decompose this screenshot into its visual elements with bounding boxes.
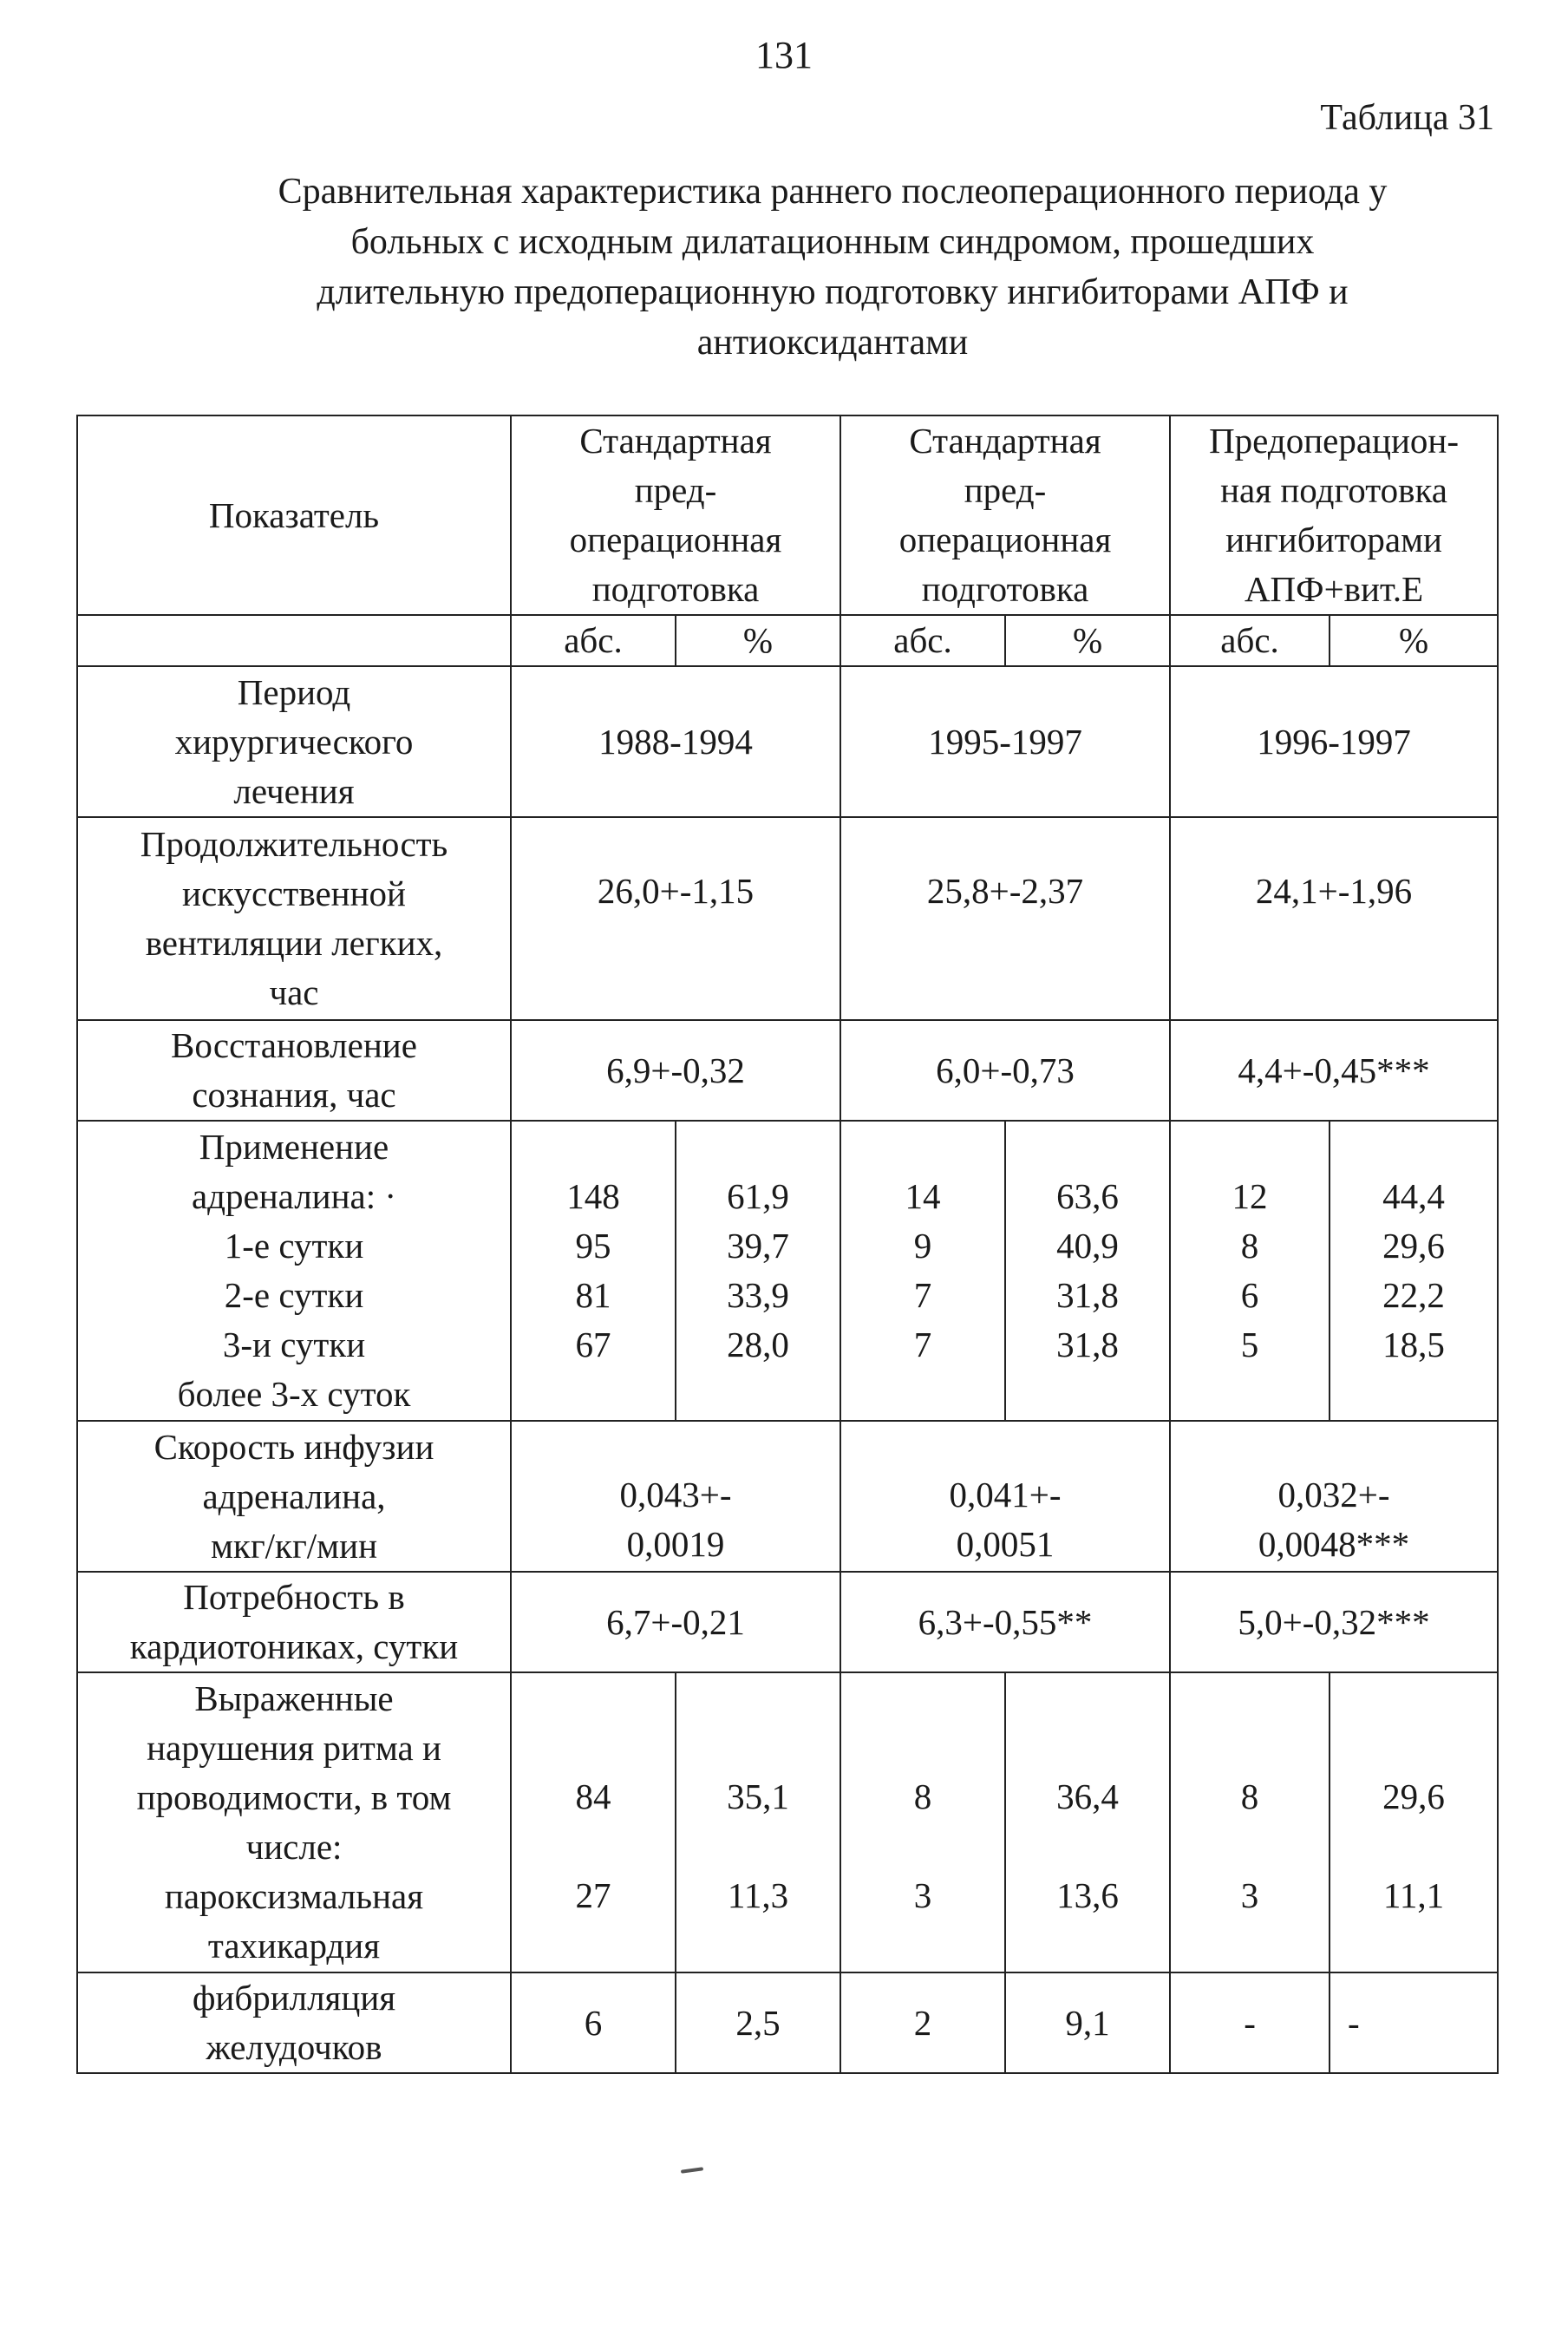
row-label: Продолжительность искусственной вентиляции легких, час	[77, 817, 511, 1020]
row-adrenaline	[77, 1121, 1498, 1421]
value-cell: 5,0+-0,32***	[1170, 1572, 1498, 1672]
pct-cell: 36,4 13,6	[1005, 1672, 1170, 1972]
subheader-blank	[77, 615, 511, 666]
pct-cell: 44,4 29,6 22,2 18,5	[1330, 1121, 1498, 1421]
pct-cell: 61,9 39,7 33,9 28,0	[676, 1121, 840, 1421]
row-label: Применение адреналина: · 1-е сутки 2-е сутки 3-и сутки более 3-х суток	[77, 1121, 511, 1421]
abs-cell: 84 27	[511, 1672, 676, 1972]
comparison-table	[76, 415, 1499, 2074]
subheader-row	[77, 615, 1498, 666]
value-cell: 6,7+-0,21	[511, 1572, 840, 1672]
value-cell: 4,4+-0,45***	[1170, 1020, 1498, 1121]
title-line: длительную предоперационную подготовку ингибиторами АПФ и	[317, 272, 1349, 312]
value-cell: 0,032+- 0,0048***	[1170, 1421, 1498, 1572]
group-header-ace-vite: Предоперацион- ная подготовка ингибиторами АПФ+вит.Е	[1170, 415, 1498, 615]
table-caption: Таблица 31	[1320, 98, 1494, 138]
row-consciousness	[77, 1020, 1498, 1121]
pct-cell: 35,1 11,3	[676, 1672, 840, 1972]
value-cell: 6,3+-0,55**	[840, 1572, 1170, 1672]
indicator-header: Показатель	[77, 415, 511, 615]
row-infusion	[77, 1421, 1498, 1572]
row-cardiotonics	[77, 1572, 1498, 1672]
row-label: Потребность в кардиотониках, сутки	[77, 1572, 511, 1672]
abs-cell: 148 95 81 67	[511, 1121, 676, 1421]
value-cell: 0,043+- 0,0019	[511, 1421, 840, 1572]
abs-cell: -	[1170, 1972, 1330, 2073]
pct-header: %	[1005, 615, 1170, 666]
abs-cell: 8 3	[1170, 1672, 1330, 1972]
row-label: Восстановление сознания, час	[77, 1020, 511, 1121]
value-cell: 1996-1997	[1170, 666, 1498, 817]
page-number: 131	[755, 34, 813, 76]
title-line: больных с исходным дилатационным синдромом, прошедших	[350, 222, 1315, 262]
abs-header: абс.	[511, 615, 676, 666]
value-cell: 25,8+-2,37	[840, 817, 1170, 1020]
abs-cell: 6	[511, 1972, 676, 2073]
row-period	[77, 666, 1498, 817]
abs-cell: 14 9 7 7	[840, 1121, 1005, 1421]
pct-cell: 63,6 40,9 31,8 31,8	[1005, 1121, 1170, 1421]
scan-smudge	[681, 2167, 703, 2174]
row-label: Выраженные нарушения ритма и проводимости, в том числе: пароксизмальная тахикардия	[77, 1672, 511, 1972]
header-row	[77, 415, 1498, 615]
abs-cell: 12 8 6 5	[1170, 1121, 1330, 1421]
value-cell: 1995-1997	[840, 666, 1170, 817]
pct-cell: 29,6 11,1	[1330, 1672, 1498, 1972]
abs-cell: 2	[840, 1972, 1005, 2073]
pct-header: %	[1330, 615, 1498, 666]
table-title	[156, 167, 1509, 368]
row-label: фибрилляция желудочков	[77, 1972, 511, 2073]
value-cell: 6,0+-0,73	[840, 1020, 1170, 1121]
group-header-standard-2: Стандартная пред- операционная подготовка	[840, 415, 1170, 615]
title-line: антиоксидантами	[696, 323, 969, 363]
value-cell: 1988-1994	[511, 666, 840, 817]
pct-cell: 9,1	[1005, 1972, 1170, 2073]
row-fibrillation	[77, 1972, 1498, 2073]
pct-header: %	[676, 615, 840, 666]
title-line: Сравнительная характеристика раннего послеоперационного периода у	[278, 172, 1388, 212]
row-label: Скорость инфузии адреналина, мкг/кг/мин	[77, 1421, 511, 1572]
value-cell: 24,1+-1,96	[1170, 817, 1498, 1020]
value-cell: 26,0+-1,15	[511, 817, 840, 1020]
row-label: Период хирургического лечения	[77, 666, 511, 817]
value-cell: 0,041+- 0,0051	[840, 1421, 1170, 1572]
pct-cell: -	[1330, 1972, 1498, 2073]
row-arrhythmia	[77, 1672, 1498, 1972]
group-header-standard-1: Стандартная пред- операционная подготовка	[511, 415, 840, 615]
row-ventilation	[77, 817, 1498, 1020]
abs-header: абс.	[840, 615, 1005, 666]
value-cell: 6,9+-0,32	[511, 1020, 840, 1121]
abs-header: абс.	[1170, 615, 1330, 666]
abs-cell: 8 3	[840, 1672, 1005, 1972]
pct-cell: 2,5	[676, 1972, 840, 2073]
